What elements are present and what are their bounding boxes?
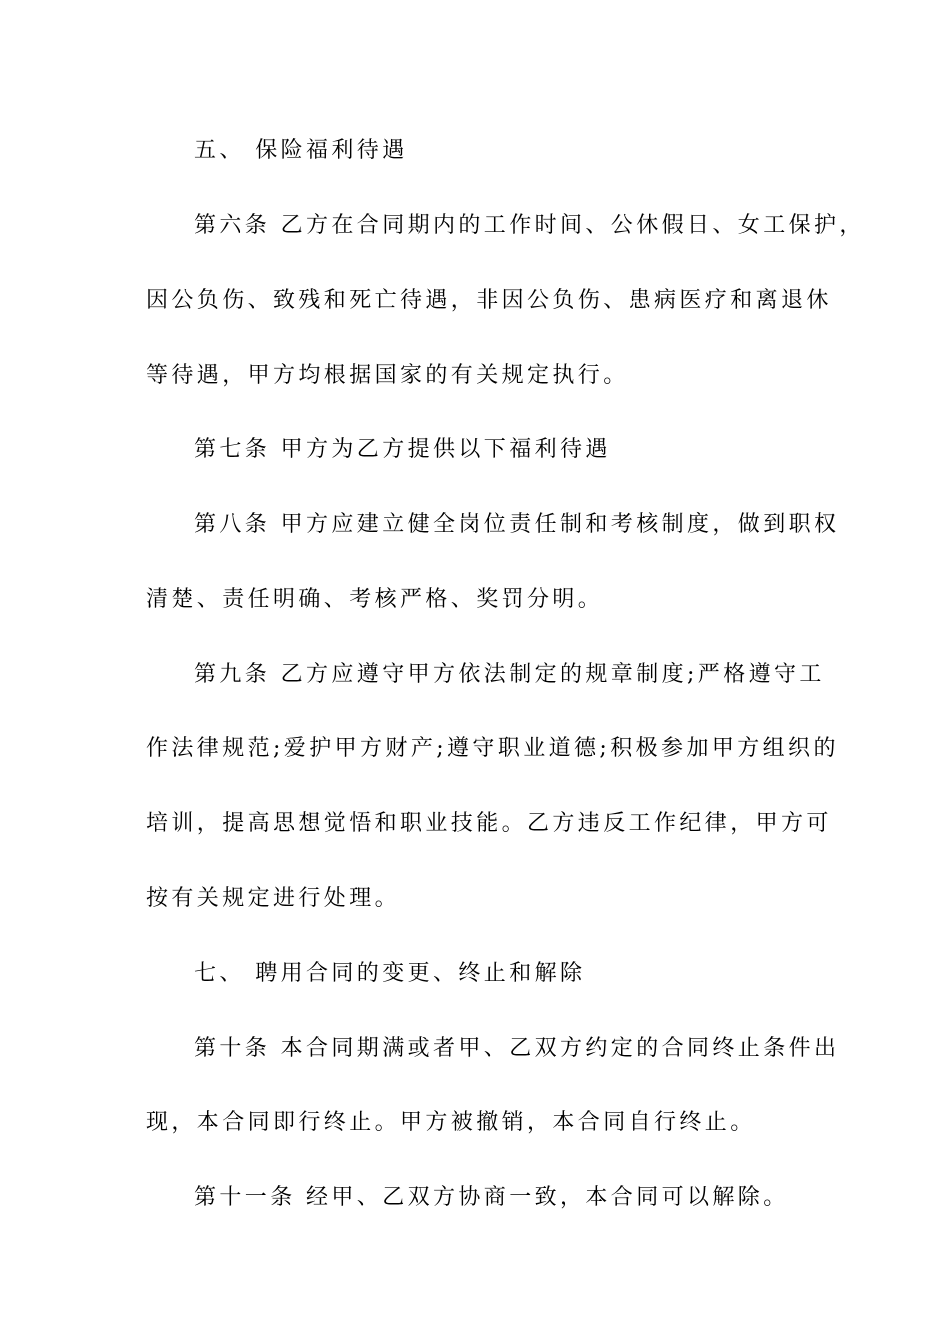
article-11-line-1: 第十一条 经甲、乙双方协商一致，本合同可以解除。 <box>194 1185 789 1210</box>
article-9-line-2: 作法律规范;爱护甲方财产;遵守职业道德;积极参加甲方组织的 <box>146 736 839 761</box>
article-6-line-2: 因公负伤、致残和死亡待遇，非因公负伤、患病医疗和离退休 <box>146 288 832 313</box>
article-9-line-3: 培训，提高思想觉悟和职业技能。乙方违反工作纪律，甲方可 <box>146 811 832 836</box>
article-6-line-3: 等待遇，甲方均根据国家的有关规定执行。 <box>146 363 629 388</box>
article-8-line-1: 第八条 甲方应建立健全岗位责任制和考核制度，做到职权 <box>194 512 840 537</box>
article-10-line-2: 现，本合同即行终止。甲方被撤销，本合同自行终止。 <box>146 1110 756 1135</box>
article-9-line-1: 第九条 乙方应遵守甲方依法制定的规章制度;严格遵守工 <box>194 662 825 687</box>
section-heading-contract-changes: 七、 聘用合同的变更、终止和解除 <box>194 961 586 986</box>
article-9-line-4: 按有关规定进行处理。 <box>146 886 401 911</box>
article-7-line-1: 第七条 甲方为乙方提供以下福利待遇 <box>194 437 611 462</box>
article-8-line-2: 清楚、责任明确、考核严格、奖罚分明。 <box>146 587 604 612</box>
section-heading-insurance-welfare: 五、 保险福利待遇 <box>194 138 408 163</box>
article-6-line-1: 第六条 乙方在合同期内的工作时间、公休假日、女工保护， <box>194 213 865 238</box>
article-10-line-1: 第十条 本合同期满或者甲、乙双方约定的合同终止条件出 <box>194 1036 840 1061</box>
